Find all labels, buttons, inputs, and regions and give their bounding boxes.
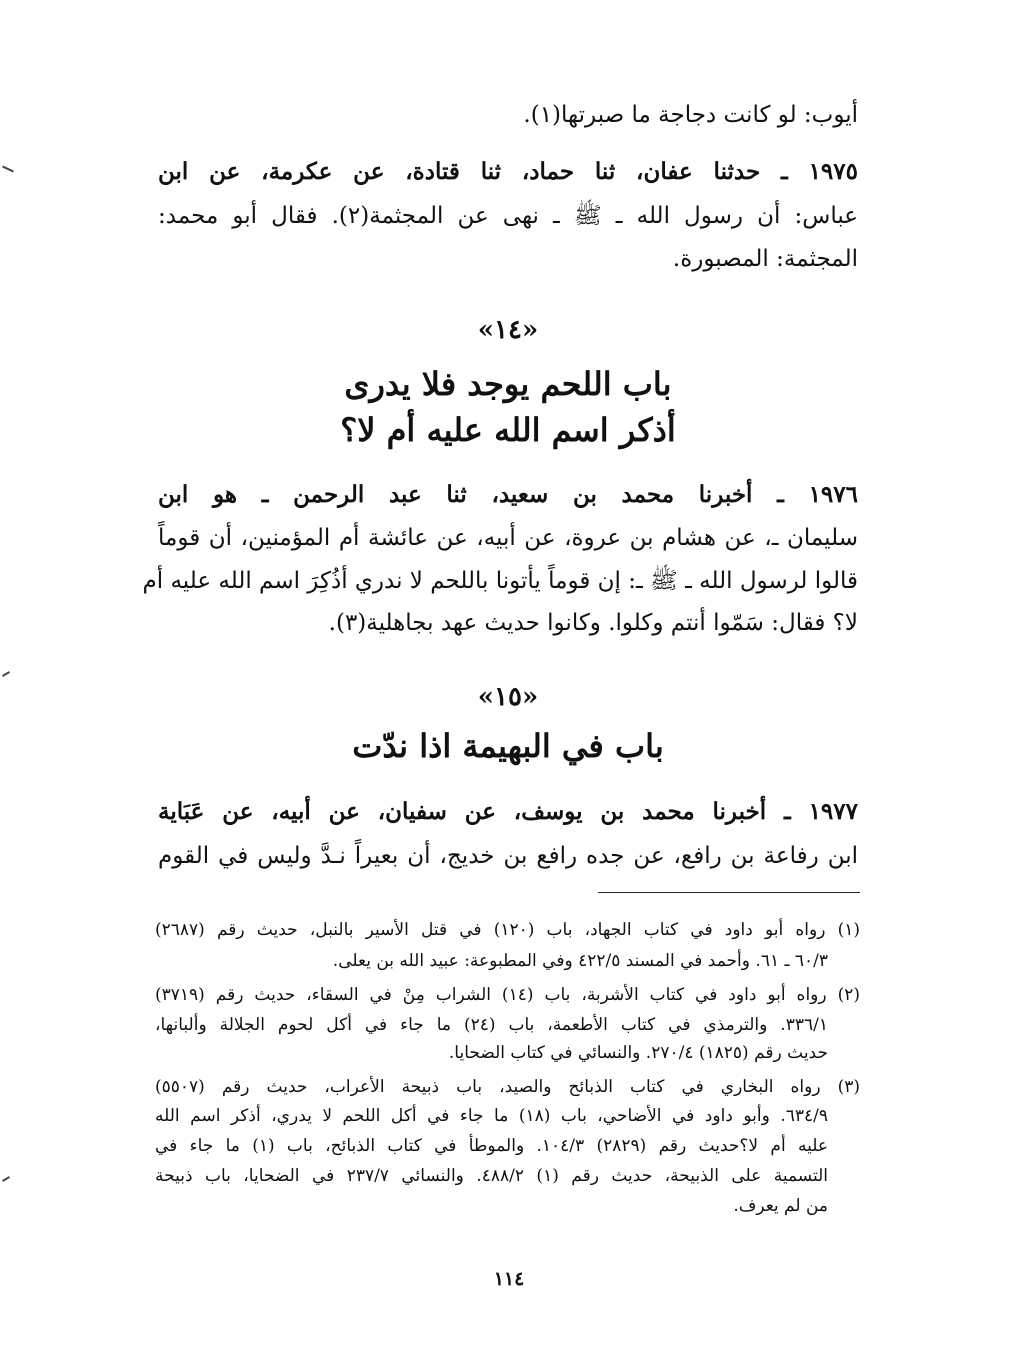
- hadith-1977-line: ١٩٧٧ ـ أخبرنا محمد بن يوسف، عن سفيان، عن أبيه، عن عَبَاية: [158, 798, 858, 825]
- hadith-1976-line: ١٩٧٦ ـ أخبرنا محمد بن سعيد، ثنا عبد الرحمن ـ هو ابن: [158, 481, 858, 508]
- footnote-3-line: التسمية على الذبيحة، حديث رقم (١) ٤٨٨/٢. والنسائي ٢٣٧/٧ في الضحايا، باب ذبيحة: [155, 1166, 828, 1186]
- footnote-3-line: من لم يعرف.: [733, 1196, 828, 1216]
- footnote-2-line: (٢) رواه أبو داود في كتاب الأشربة، باب (١٤) الشراب مِنْ في السقاء، حديث رقم (٣٧١٩): [155, 985, 860, 1005]
- footnote-1-line: (١) رواه أبو داود في كتاب الجهاد، باب (١٢٠) في قتل الأسير بالنبل، حديث رقم (٢٦٨٧): [155, 920, 860, 940]
- footnote-3-line: (٣) رواه البخاري في كتاب الذبائح والصيد، باب ذبيحة الأعراب، حديث رقم (٥٥٠٧): [155, 1077, 860, 1097]
- section-15-number: «١٥»: [477, 682, 539, 712]
- section-14-number: «١٤»: [477, 315, 539, 345]
- hadith-1977-line: ابن رفاعة بن رافع، عن جده رافع بن خديج، أن بعيراً نـدَّ وليس في القوم: [158, 843, 858, 869]
- margin-mark: [2, 1176, 10, 1182]
- section-14-title: باب اللحم يوجد فلا يدرى: [344, 365, 672, 403]
- hadith-1976-line: قالوا لرسول الله ـ ﷺ ـ: إن قوماً يأتونا باللحم لا ندري أذُكِرَ اسم الله عليه أم: [142, 568, 858, 594]
- section-14-title: أذكر اسم الله عليه أم لا؟: [340, 411, 676, 449]
- footnote-3-line: ٦٣٤/٩. وأبو داود في الأضاحي، باب (١٨) ما جاء في أكل اللحم لا يدري، أذكر اسم الله: [155, 1106, 828, 1126]
- margin-mark: [2, 671, 10, 677]
- top-paragraph-line: أيوب: لو كانت دجاجة ما صبرتها(١).: [523, 102, 858, 128]
- hadith-1976-line: لا؟ فقال: سَمّوا أنتم وكلوا. وكانوا حديث عهد بجاهلية(٣).: [328, 610, 858, 636]
- footnote-3-line: عليه أم لا؟حديث رقم (٢٨٢٩) ١٠٤/٣. والموطأ في كتاب الذبائح، باب (١) ما جاء في: [155, 1136, 828, 1156]
- hadith-1975-line: المجثمة: المصبورة.: [672, 246, 858, 272]
- hadith-1975-line: عباس: أن رسول الله ـ ﷺ ـ نهى عن المجثمة(٢). فقال أبو محمد:: [158, 203, 859, 229]
- hadith-1975-line: ١٩٧٥ ـ حدثنا عفان، ثنا حماد، ثنا قتادة، عن عكرمة، عن ابن: [158, 158, 858, 185]
- margin-mark: [2, 166, 14, 173]
- page-number: ١١٤: [493, 1268, 525, 1290]
- footnote-1-line: ٦٠/٣ ـ ٦١. وأحمد في المسند ٤٢٢/٥ وفي المطبوعة: عبيد الله بن يعلى.: [332, 951, 828, 971]
- hadith-1976-line: سليمان ـ، عن هشام بن عروة، عن أبيه، عن عائشة أم المؤمنين، أن قوماً: [158, 525, 858, 551]
- footnote-2-line: حديث رقم (١٨٢٥) ٢٧٠/٤. والنسائي في كتاب الضحايا.: [448, 1043, 828, 1063]
- footnote-separator: [598, 892, 860, 893]
- footnote-2-line: ٣٣٦/١. والترمذي في كتاب الأطعمة، باب (٢٤) ما جاء في أكل لحوم الجلالة وألبانها،: [155, 1015, 828, 1035]
- section-15-title: باب في البهيمة اذا ندّت: [352, 727, 664, 765]
